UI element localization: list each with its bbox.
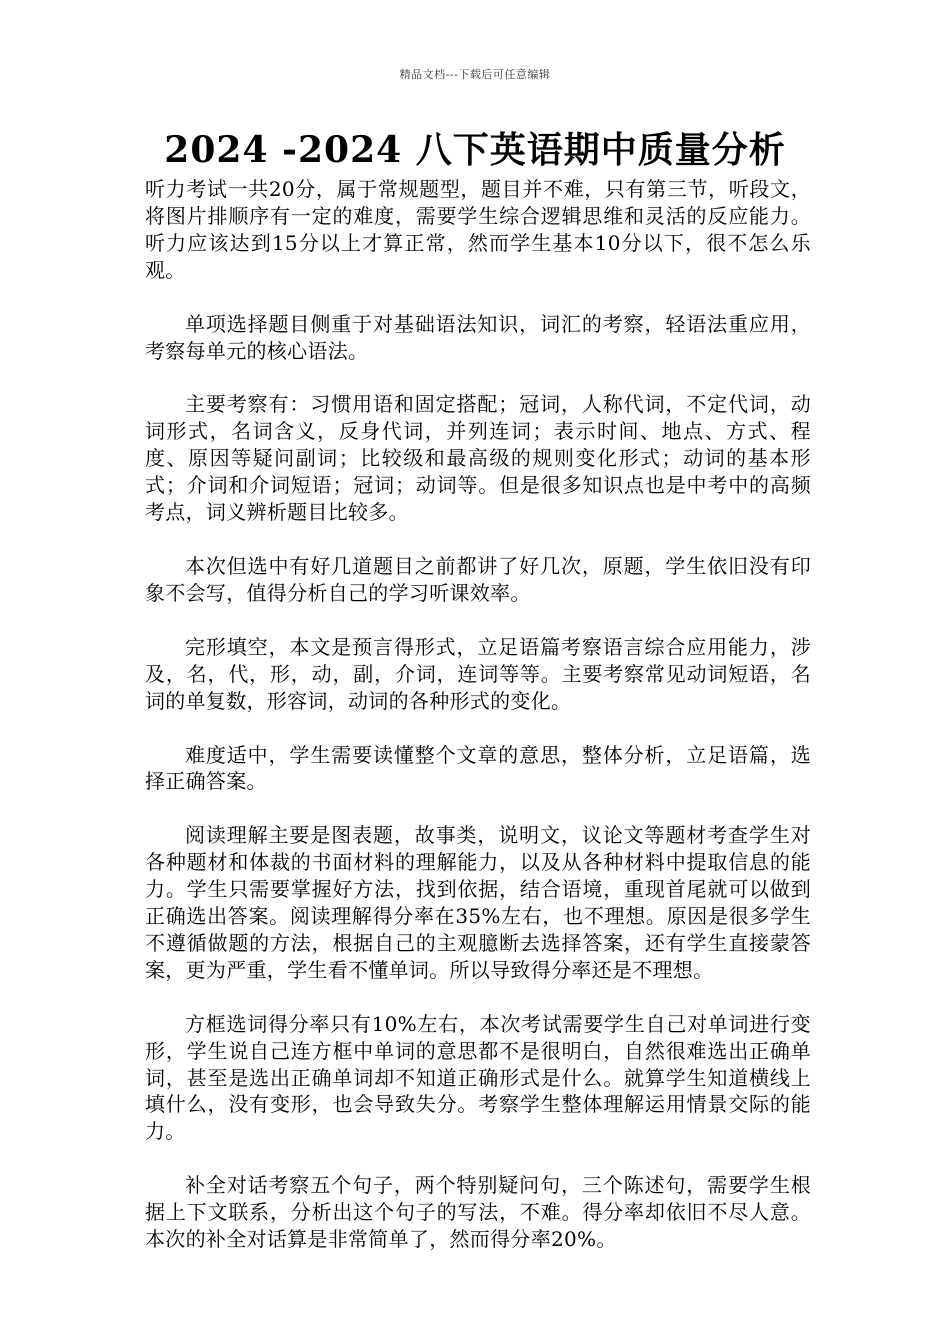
paragraph-word-box: 方框选词得分率只有10%左右，本次考试需要学生自己对单词进行变形，学生说自己连方框中单词的意思都不是很明白，自然很难选出正确单词，甚至是选出正确单词却不知道正确形式是什么。就算学生知道横线上填什么，没有变形，也会导致失分。考察学生整体理解运用情景交际的能力。 — [145, 1011, 811, 1144]
paragraph-listening: 听力考试一共20分，属于常规题型，题目并不难，只有第三节，听段文，将图片排顺序有一定的难度，需要学生综合逻辑思维和灵活的反应能力。听力应该达到15分以上才算正常，然而学生基本10分以下，很不怎么乐观。 — [145, 177, 811, 282]
paragraph-main-topics: 主要考察有：习惯用语和固定搭配；冠词，人称代词，不定代词，动词形式，名词含义，反身代词，并列连词；表示时间、地点、方式、程度、原因等疑问副词；比较级和最高级的规则变化形式；动词的基本形式；介词和介词短语；冠词；动词等。但是很多知识点也是中考中的高频考点，词义辨析题目比较多。 — [145, 392, 811, 525]
document-body — [145, 176, 811, 1280]
paragraph-single-choice: 单项选择题目侧重于对基础语法知识，词汇的考察，轻语法重应用，考察每单元的核心语法。 — [145, 311, 811, 363]
document-title: 2024 -2024 八下英语期中质量分析 — [164, 129, 786, 171]
paragraph-cloze-difficulty: 难度适中，学生需要读懂整个文章的意思，整体分析，立足语篇，选择正确答案。 — [145, 742, 811, 794]
paragraph-repeat-questions: 本次但选中有好几道题目之前都讲了好几次，原题，学生依旧没有印象不会写，值得分析自己的学习听课效率。 — [145, 553, 811, 605]
paragraph-reading: 阅读理解主要是图表题，故事类，说明文，议论文等题材考查学生对各种题材和体裁的书面材料的理解能力，以及从各种材料中提取信息的能力。学生只需要掌握好方法，找到依据，结合语境，重现首尾就可以做到正确选出答案。阅读理解得分率在35%左右，也不理想。原因是很多学生不遵循做题的方法，根据自己的主观臆断去选择答案，还有学生直接蒙答案，更为严重，学生看不懂单词。所以导致得分率还是不理想。 — [145, 823, 811, 982]
paragraph-dialogue: 补全对话考察五个句子，两个特别疑问句，三个陈述句，需要学生根据上下文联系，分析出这个句子的写法，不难。得分率却依旧不尽人意。本次的补全对话算是非常简单了，然而得分率20%。 — [145, 1173, 811, 1252]
paragraph-cloze: 完形填空，本文是预言得形式，立足语篇考察语言综合应用能力，涉及，名，代，形，动，副，介词，连词等等。主要考察常见动词短语，名词的单复数，形容词，动词的各种形式的变化。 — [145, 634, 811, 713]
header-note: 精品文档---下载后可任意编辑 — [399, 68, 551, 81]
